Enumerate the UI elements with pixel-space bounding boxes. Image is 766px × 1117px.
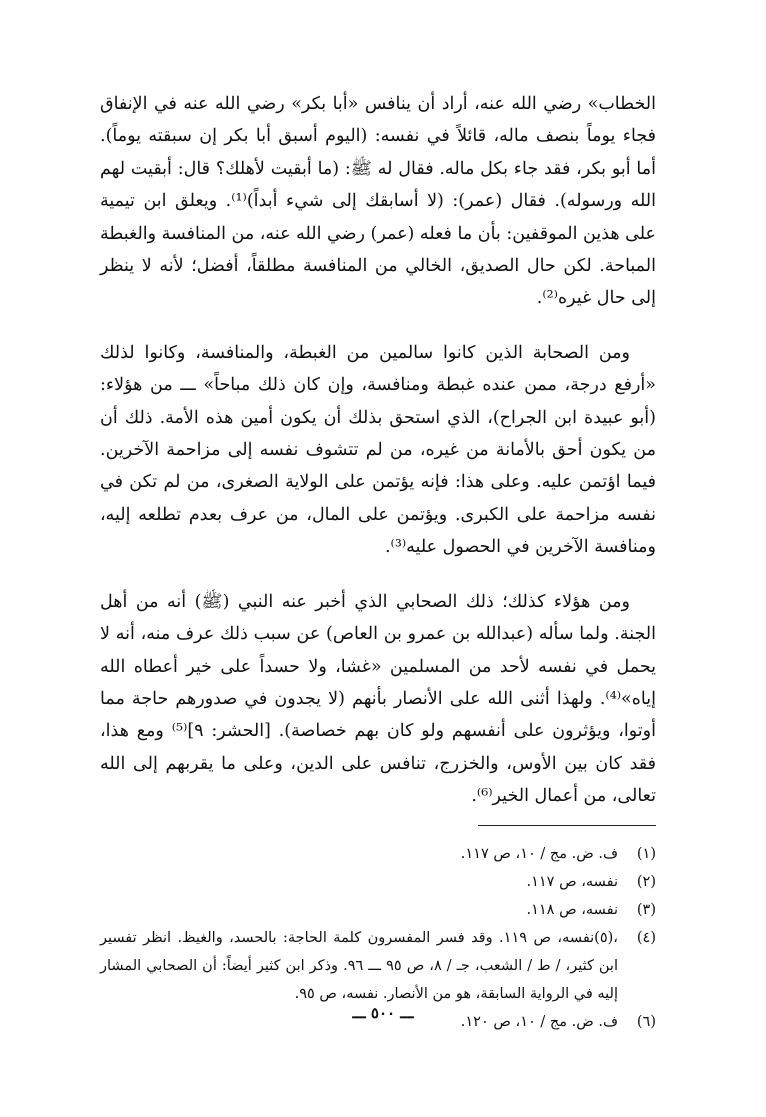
paragraph-3: ومن هؤلاء كذلك؛ ذلك الصحابي الذي أخبر عنه النبي (ﷺ) أنه من أهل الجنة. ولما سأله (عبدالله بن عمرو بن العاص) عن سبب ذلك عرف منه، أنه لا يحمل في نفسه لأحد من المسلمين «غشا، ولا حسداً على خير أعطاه الله إياه»⁽⁴⁾. ولهذا أثنى الله على الأنصار بأنهم (لا يجدون في صدورهم حاجة مما أوتوا، ويؤثرون على أنفسهم ولو كان بهم خصاصة). [الحشر: ٩]⁽⁵⁾ ومع هذا، فقد كان بين الأوس، والخزرج، تنافس على الدين، وعلى ما يقربهم إلى الله تعالى، من أعمال الخير⁽⁶⁾. <box>100 591 656 807</box>
footnote-separator <box>478 825 656 826</box>
footnote <box>100 840 656 868</box>
paragraph-gap <box>100 564 656 586</box>
paragraph-2: ومن الصحابة الذين كانوا سالمين من الغبطة، والمنافسة، وكانوا لذلك «أرفع درجة، ممن عنده غبطة ومنافسة، وإن كان ذلك مباحاً» ـــ من هؤلاء: (أبو عبيدة ابن الجراح)، الذي استحق بذلك أن يكون أمين هذه الأمة. ذلك أن من يكون أحق بالأمانة من غيره، من لم تتشوف نفسه إلى مزاحمة الآخرين. فيما اؤتمن عليه. وعلى هذا: فإنه يؤتمن على الولاية الصغرى، من لم تكن في نفسه مزاحمة على الكبرى. ويؤتمن على المال، من عرف بعدم تطلعه إليه، ومنافسة الآخرين في الحصول عليه⁽³⁾. <box>100 342 656 558</box>
footnote <box>100 868 656 896</box>
footnote-number: (١) <box>636 845 656 862</box>
footnote-text: نفسه، ص ١١٧. <box>526 873 618 890</box>
footnote-text: نفسه، ص ١١٨. <box>526 901 618 918</box>
footnote-number: (٦) <box>636 1013 656 1030</box>
footnote-number: (٤) <box>636 929 656 946</box>
footnote-text: ف. ض. مج / ١٠، ص ١٢٠. <box>460 1013 618 1030</box>
paragraph-gap <box>100 315 656 337</box>
page-number: ـــ ٥٠٠ ـــ <box>352 1004 414 1022</box>
footnote-text: ف. ض. مج / ١٠، ص ١١٧. <box>460 845 618 862</box>
footnote-number: (٣) <box>636 901 656 918</box>
footnote <box>100 896 656 924</box>
footnote-number: (٢) <box>636 873 656 890</box>
footnote <box>100 924 656 1008</box>
footnote-text: ،(٥)نفسه، ص ١١٩. وقد فسر المفسرون كلمة الحاجة: بالحسد، والغيظ. انظر تفسير ابن كثير، / ط / الشعب، جـ / ٨، ص ٩٥ ـــ ٩٦. وذكر ابن كثير أيضاً: أن الصحابي المشار إليه في الرواية السابقة، هو من الأنصار. نفسه، ص ٩٥. <box>100 929 618 1002</box>
paragraph-1: الخطاب» رضي الله عنه، أراد أن ينافس «أبا بكر» رضي الله عنه في الإنفاق فجاء يوماً بنصف ماله، قائلاً في نفسه: (اليوم أسبق أبا بكر إن سبقته يوماً). أما أبو بكر، فقد جاء بكل ماله. فقال له ﷺ: (ما أبقيت لأهلك؟ قال: أبقيت لهم الله ورسوله). فقال (عمر): (لا أسابقك إلى شيء أبداً)⁽¹⁾. ويعلق ابن تيمية على هذين الموقفين: بأن ما فعله (عمر) رضي الله عنه، من المنافسة والغبطة المباحة. لكن حال الصديق، الخالي من المنافسة مطلقاً، أفضل؛ لأنه لا ينظر إلى حال غيره⁽²⁾. <box>100 94 657 309</box>
